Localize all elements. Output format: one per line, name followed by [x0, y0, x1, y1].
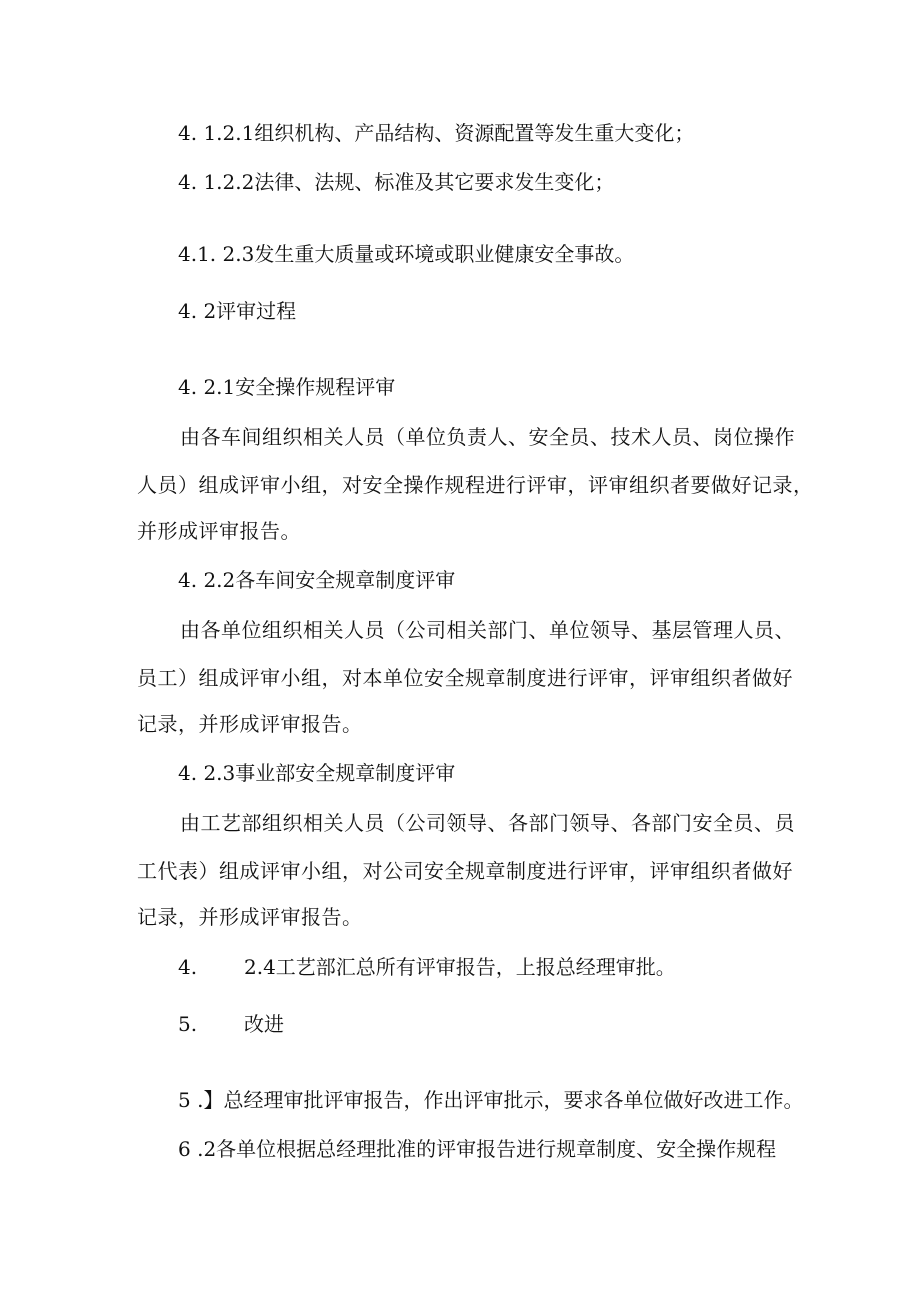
- paragraph-4-2-2-line-3: 记录，并形成评审报告。: [137, 712, 363, 736]
- clause-4-2-4-text: 2.4工艺部汇总所有评审报告，上报总经理审批。: [244, 955, 676, 979]
- paragraph-4-2-2-line-2: 员工）组成评审小组，对本单位安全规章制度进行评审，评审组织者做好: [137, 666, 793, 690]
- clause-4-1-2-3: 4.1. 2.3发生重大质量或环境或职业健康安全事故。: [178, 242, 635, 266]
- paragraph-4-2-3-line-2: 工代表）组成评审小组，对公司安全规章制度进行评审，评审组织者做好: [137, 859, 793, 883]
- paragraph-4-2-1-line-3: 并形成评审报告。: [137, 519, 301, 543]
- clause-4-1-2-1: 4. 1.2.1组织机构、产品结构、资源配置等发生重大变化；: [178, 121, 695, 145]
- clause-5-1: 5 .】总经理审批评审报告，作出评审批示，要求各单位做好改进工作。: [178, 1088, 804, 1112]
- paragraph-4-2-1-line-1: 由各车间组织相关人员（单位负责人、安全员、技术人员、岗位操作: [180, 425, 795, 449]
- section-heading-review-process: 4. 2评审过程: [178, 299, 297, 323]
- clause-4-2-4-number: 4.: [178, 955, 198, 979]
- subsection-heading-4-2-2: 4. 2.2各车间安全规章制度评审: [178, 568, 456, 592]
- clause-4-1-2-2: 4. 1.2.2法律、法规、标准及其它要求发生变化；: [178, 170, 615, 194]
- paragraph-4-2-3-line-3: 记录，并形成评审报告。: [137, 905, 363, 929]
- subsection-heading-4-2-1: 4. 2.1安全操作规程评审: [178, 375, 396, 399]
- paragraph-4-2-2-line-1: 由各单位组织相关人员（公司相关部门、单位领导、基层管理人员、: [180, 618, 795, 642]
- clause-6-2: 6 .2各单位根据总经理批准的评审报告进行规章制度、安全操作规程: [178, 1137, 777, 1161]
- subsection-heading-4-2-3: 4. 2.3事业部安全规章制度评审: [178, 761, 456, 785]
- section-5-number: 5.: [178, 1012, 198, 1036]
- paragraph-4-2-1-line-2: 人员）组成评审小组，对安全操作规程进行评审，评审组织者要做好记录，: [137, 473, 814, 497]
- section-5-heading: 改进: [244, 1012, 284, 1036]
- paragraph-4-2-3-line-1: 由工艺部组织相关人员（公司领导、各部门领导、各部门安全员、员: [180, 811, 795, 835]
